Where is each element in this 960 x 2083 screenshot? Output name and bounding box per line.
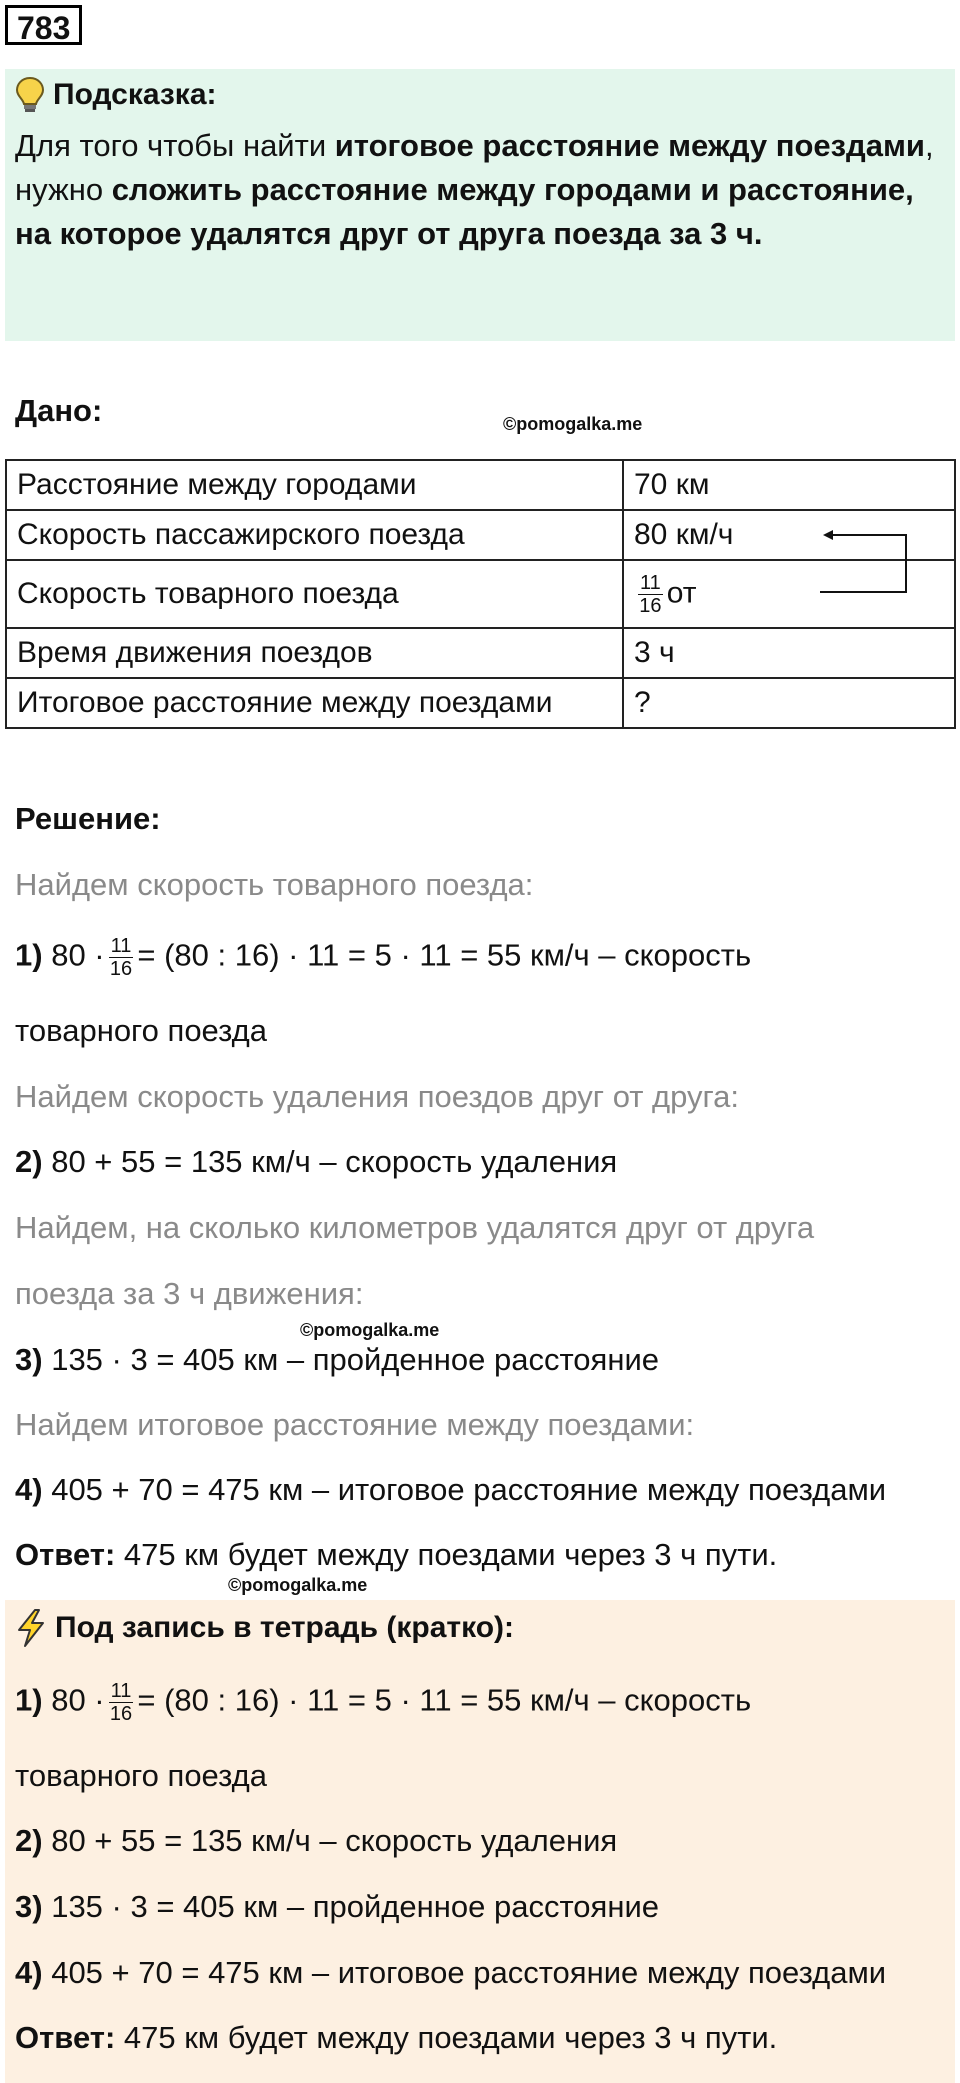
given-label: Расстояние между городами: [6, 460, 623, 510]
table-row: [6, 678, 955, 728]
notebook-step-1-cont: товарного поезда: [15, 1758, 267, 1793]
solution-hint-3a: Найдем, на сколько километров удалятся друг от друга: [15, 1210, 815, 1245]
notebook-step-1: 1) 80 · $\frac{11}{16}$ = (80 : 16) · 11 = 5 · 11 = 55 км/ч – скорость: [15, 1680, 752, 1725]
given-label: Скорость товарного поезда: [6, 560, 623, 628]
solution-step-1: 1) 80 · $\frac{11}{16}$ = (80 : 16) · 11 = 5 · 11 = 55 км/ч – скорость: [15, 935, 752, 980]
given-table: [5, 459, 956, 729]
fraction: $\frac{11}{16}$: [639, 571, 662, 617]
task-number: 783: [5, 5, 82, 45]
solution-hint-4: Найдем итоговое расстояние между поездами:: [15, 1407, 695, 1442]
notebook-step-2: 2) 80 + 55 = 135 км/ч – скорость удаления: [15, 1823, 618, 1858]
solution-step-1-cont: товарного поезда: [15, 1013, 267, 1048]
table-row: [6, 510, 955, 560]
notebook-step-4: 4) 405 + 70 = 475 км – итоговое расстояние между поездами: [15, 1955, 887, 1990]
given-value: $\frac{11}{16}$ от: [623, 560, 955, 628]
given-label: Итоговое расстояние между поездами: [6, 678, 623, 728]
notebook-answer: Ответ: 475 км будет между поездами через 3 ч пути.: [15, 2020, 778, 2055]
solution-step-4: 4) 405 + 70 = 475 км – итоговое расстояние между поездами: [15, 1472, 887, 1507]
reference-arrow: [820, 525, 920, 605]
given-title: Дано:: [15, 393, 103, 428]
given-label: Время движения поездов: [6, 628, 623, 678]
table-row: [6, 628, 955, 678]
given-label: Скорость пассажирского поезда: [6, 510, 623, 560]
solution-step-2: 2) 80 + 55 = 135 км/ч – скорость удаления: [15, 1144, 618, 1179]
given-value: ?: [623, 678, 955, 728]
table-row: [6, 560, 955, 628]
hint-title: Подсказка:: [15, 76, 217, 114]
solution-hint-1: Найдем скорость товарного поезда:: [15, 867, 534, 902]
given-value: 3 ч: [623, 628, 955, 678]
watermark: ©pomogalka.me: [300, 1320, 440, 1340]
given-value: 80 км/ч: [623, 510, 955, 560]
notebook-title: Под запись в тетрадь (кратко):: [15, 1608, 514, 1648]
lightning-icon: [15, 1608, 47, 1648]
solution-title: Решение:: [15, 801, 161, 836]
answer: Ответ: 475 км будет между поездами через 3 ч пути.: [15, 1537, 778, 1572]
fraction: $\frac{11}{16}$: [109, 1680, 133, 1725]
solution-hint-3b: поезда за 3 ч движения:: [15, 1276, 364, 1311]
watermark: ©pomogalka.me: [228, 1575, 368, 1595]
notebook-step-3: 3) 135 · 3 = 405 км – пройденное расстояние: [15, 1889, 660, 1924]
table-row: [6, 460, 955, 510]
hint-text: Для того чтобы найти итоговое расстояние между поездами, нужно сложить расстояние между городами и расстояние, на которое удалятся друг от друга поезда за 3 ч.: [15, 128, 934, 251]
fraction: $\frac{11}{16}$: [109, 935, 133, 980]
lightbulb-icon: [15, 76, 45, 114]
solution-step-3: 3) 135 · 3 = 405 км – пройденное расстояние: [15, 1342, 660, 1377]
given-value: 70 км: [623, 460, 955, 510]
watermark: ©pomogalka.me: [503, 414, 643, 434]
solution-hint-2: Найдем скорость удаления поездов друг от друга:: [15, 1079, 740, 1114]
